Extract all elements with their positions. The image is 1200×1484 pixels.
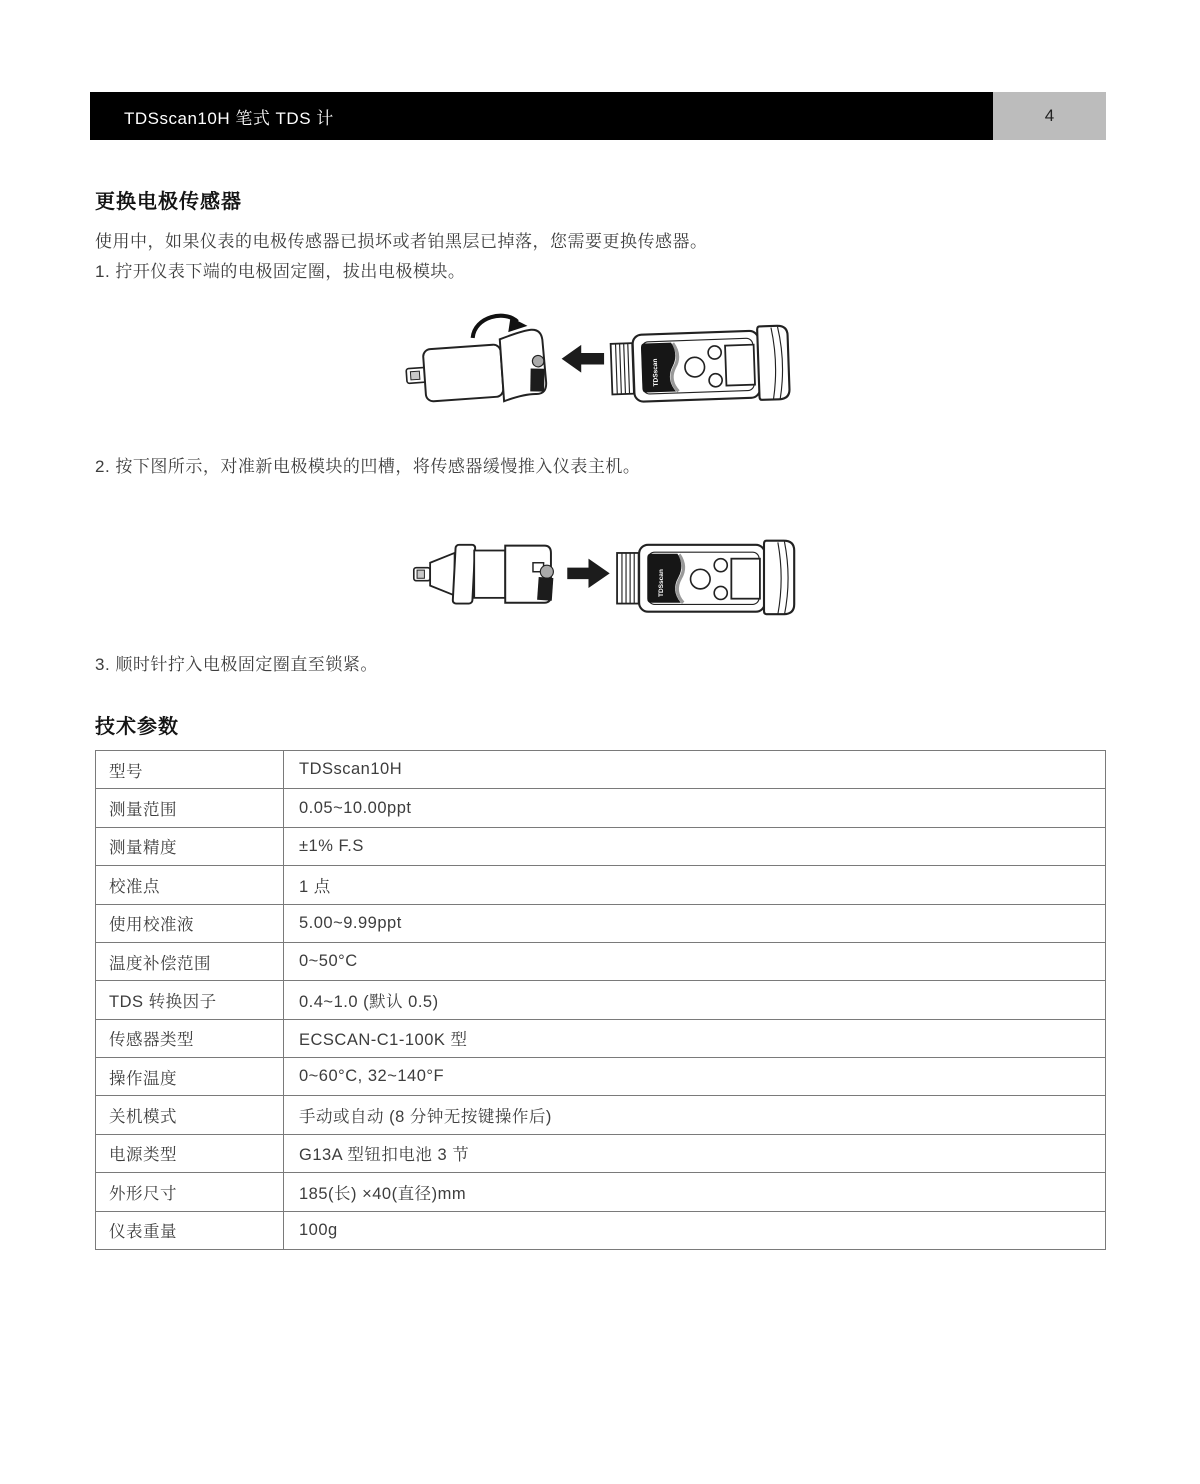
- spec-label: 传感器类型: [96, 1019, 284, 1057]
- header-title-bar: [90, 92, 993, 140]
- section-heading-specs: 技术参数: [95, 716, 179, 738]
- section-heading-replace-sensor: 更换电极传感器: [95, 191, 242, 213]
- table-row: [96, 789, 1106, 827]
- spec-label: 外形尺寸: [96, 1173, 284, 1211]
- table-row: [96, 981, 1106, 1019]
- specs-table: [95, 750, 1106, 1250]
- document-title: TDSscan10H 笔式 TDS 计: [124, 108, 334, 128]
- spec-label: 校准点: [96, 866, 284, 904]
- table-row: [96, 1058, 1106, 1096]
- table-row: [96, 1211, 1106, 1250]
- spec-value: 0~60°C, 32~140°F: [284, 1058, 1106, 1096]
- table-row: [96, 904, 1106, 942]
- intro-paragraph: 使用中，如果仪表的电极传感器已损坏或者铂黑层已掉落，您需要更换传感器。: [95, 232, 708, 251]
- step-3-text: 3. 顺时针拧入电极固定圈直至锁紧。: [95, 655, 378, 674]
- spec-value: ECSCAN-C1-100K 型: [284, 1019, 1106, 1057]
- spec-value: 1 点: [284, 866, 1106, 904]
- table-row: [96, 1173, 1106, 1211]
- spec-label: 仪表重量: [96, 1211, 284, 1250]
- spec-label: 测量精度: [96, 827, 284, 865]
- insert-module-drawing: [404, 514, 804, 636]
- spec-label: 使用校准液: [96, 904, 284, 942]
- table-row: [96, 827, 1106, 865]
- meter-body-icon: [610, 325, 790, 405]
- meter-body-icon: [617, 541, 794, 615]
- page-header: [90, 92, 1106, 140]
- arrow-right-icon: [567, 559, 609, 588]
- spec-label: 电源类型: [96, 1134, 284, 1172]
- new-electrode-module-icon: [414, 545, 554, 604]
- table-row: [96, 1096, 1106, 1134]
- spec-label: 测量范围: [96, 789, 284, 827]
- spec-label: 温度补偿范围: [96, 942, 284, 980]
- remove-module-drawing: [400, 298, 800, 426]
- spec-value: 100g: [284, 1211, 1106, 1250]
- electrode-module-icon: [403, 313, 547, 408]
- spec-label: 型号: [96, 751, 284, 789]
- table-row: [96, 942, 1106, 980]
- page-number-badge: [993, 92, 1106, 140]
- step-2-text: 2. 按下图所示，对准新电极模块的凹槽，将传感器缓慢推入仪表主机。: [95, 457, 641, 476]
- spec-value: 0~50°C: [284, 942, 1106, 980]
- illustration-remove-module: [400, 298, 800, 426]
- illustration-insert-module: [404, 514, 804, 636]
- arrow-left-icon: [562, 345, 604, 373]
- table-row: [96, 866, 1106, 904]
- spec-value: 185(长) ×40(直径)mm: [284, 1173, 1106, 1211]
- spec-value: 手动或自动 (8 分钟无按键操作后): [284, 1096, 1106, 1134]
- spec-label: 关机模式: [96, 1096, 284, 1134]
- step-1-text: 1. 拧开仪表下端的电极固定圈，拔出电极模块。: [95, 262, 466, 281]
- table-row: [96, 751, 1106, 789]
- spec-label: TDS 转换因子: [96, 981, 284, 1019]
- spec-value: G13A 型钮扣电池 3 节: [284, 1134, 1106, 1172]
- spec-value: TDSscan10H: [284, 751, 1106, 789]
- spec-value: 5.00~9.99ppt: [284, 904, 1106, 942]
- spec-value: 0.4~1.0 (默认 0.5): [284, 981, 1106, 1019]
- spec-value: ±1% F.S: [284, 827, 1106, 865]
- page-number: 4: [1044, 106, 1055, 125]
- spec-value: 0.05~10.00ppt: [284, 789, 1106, 827]
- table-row: [96, 1134, 1106, 1172]
- table-row: [96, 1019, 1106, 1057]
- spec-label: 操作温度: [96, 1058, 284, 1096]
